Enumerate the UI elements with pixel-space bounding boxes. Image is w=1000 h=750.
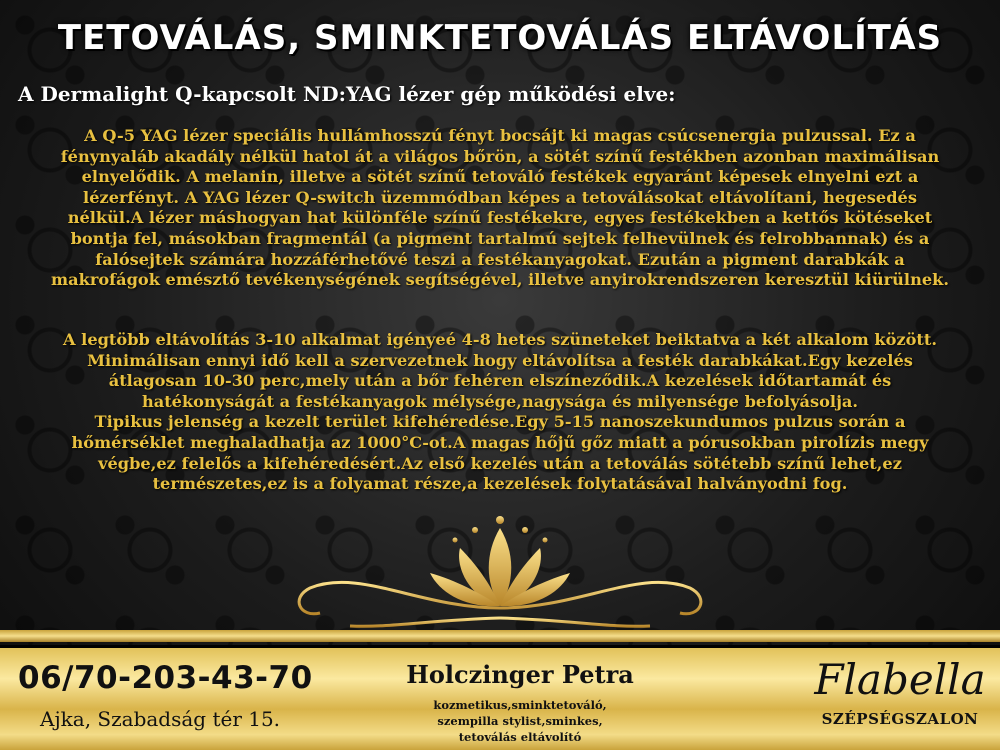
paragraph-line: természetes,ez is a folyamat része,a kezelések folytatásával halványodni fog. <box>152 474 848 494</box>
paragraph-line: A Q-5 YAG lézer speciális hullámhosszú fényt bocsájt ki magas csúcsenergia pulzussal. Ez a <box>84 126 916 145</box>
footer-divider <box>0 630 1000 642</box>
paragraph-line: falósejtek számára hozzáférhetővé teszi a festékanyagokat. Ezután a pigment darabkák a <box>95 249 905 269</box>
paragraph-line: A legtöbb eltávolítás 3-10 alkalmat igényeé 4-8 hetes szüneteket beiktatva a két alkalom között. <box>62 330 938 349</box>
gold-lotus-ornament-icon <box>270 508 730 638</box>
paragraph-line: átlagosan 10-30 perc,mely után a bőr fehéren elszíneződik.A kezelések időtartamát és <box>108 371 892 391</box>
owner-roles <box>380 697 660 745</box>
paragraph-line: végbe,ez felelős a kifehéredésért.Az első kezelés után a tetoválás sötétebb színű lehet,ez <box>98 453 902 473</box>
paragraph-line: lézerfényt. A YAG lézer Q-switch üzemmódban képes a tetoválásokat eltávolítani, hegesedés <box>83 187 917 207</box>
paragraph-line: Tipikus jelenség a kezelt terület kifehéredése.Egy 5-15 nanoszekundumos pulzus során a <box>94 412 906 432</box>
role-line: kozmetikus,sminktetováló, <box>433 698 607 712</box>
paragraph-line: Minimálisan ennyi idő kell a szervezetnek hogy eltávolítsa a festék darabkákat.Egy kezelés <box>87 350 913 370</box>
paragraph-line: hatékonyságát a festékanyagok mélysége,nagysága és milyensége befolyásolja. <box>141 391 859 411</box>
paragraph-line: hőmérséklet meghaladhatja az 1000°C-ot.A magas hőjű gőz miatt a pórusokban pirolízis megy <box>71 432 929 452</box>
phone-number: 06/70-203-43-70 <box>18 660 313 696</box>
brand-logo: Flabella <box>814 655 986 704</box>
paragraph-1 <box>8 126 992 291</box>
owner-name: Holczinger Petra <box>406 660 634 689</box>
paragraph-line: makrofágok emésztő tevékenységének segítségével, illetve anyirokrendszeren keresztül kiürülnek. <box>50 270 949 290</box>
address: Ajka, Szabadság tér 15. <box>40 707 281 731</box>
paragraph-2 <box>8 330 992 495</box>
subtitle: A Dermalight Q-kapcsolt ND:YAG lézer gép működési elve: <box>18 82 676 106</box>
brand-subtitle: SZÉPSÉGSZALON <box>821 710 979 728</box>
role-line: tetoválás eltávolító <box>458 730 582 744</box>
paragraph-line: fénynyaláb akadály nélkül hatol át a világos bőrön, a sötét színű festékben azonban maximálisan <box>60 146 940 166</box>
paragraph-line: bontja fel, másokban fragmentál (a pigment tartalmú sejtek felhevülnek és felrobbannak) és a <box>70 228 930 248</box>
paragraph-line: elnyelődik. A melanin, illetve a sötét színű tetováló festékek egyaránt képesek elnyelni ezt a <box>81 167 919 187</box>
paragraph-line: nélkül.A lézer máshogyan hat különféle színű festékekre, egyes festékekben a kettős kötéseket <box>67 208 933 228</box>
page-title: TETOVÁLÁS, SMINKTETOVÁLÁS ELTÁVOLÍTÁS <box>57 18 943 58</box>
role-line: szempilla stylist,sminkes, <box>437 714 603 728</box>
